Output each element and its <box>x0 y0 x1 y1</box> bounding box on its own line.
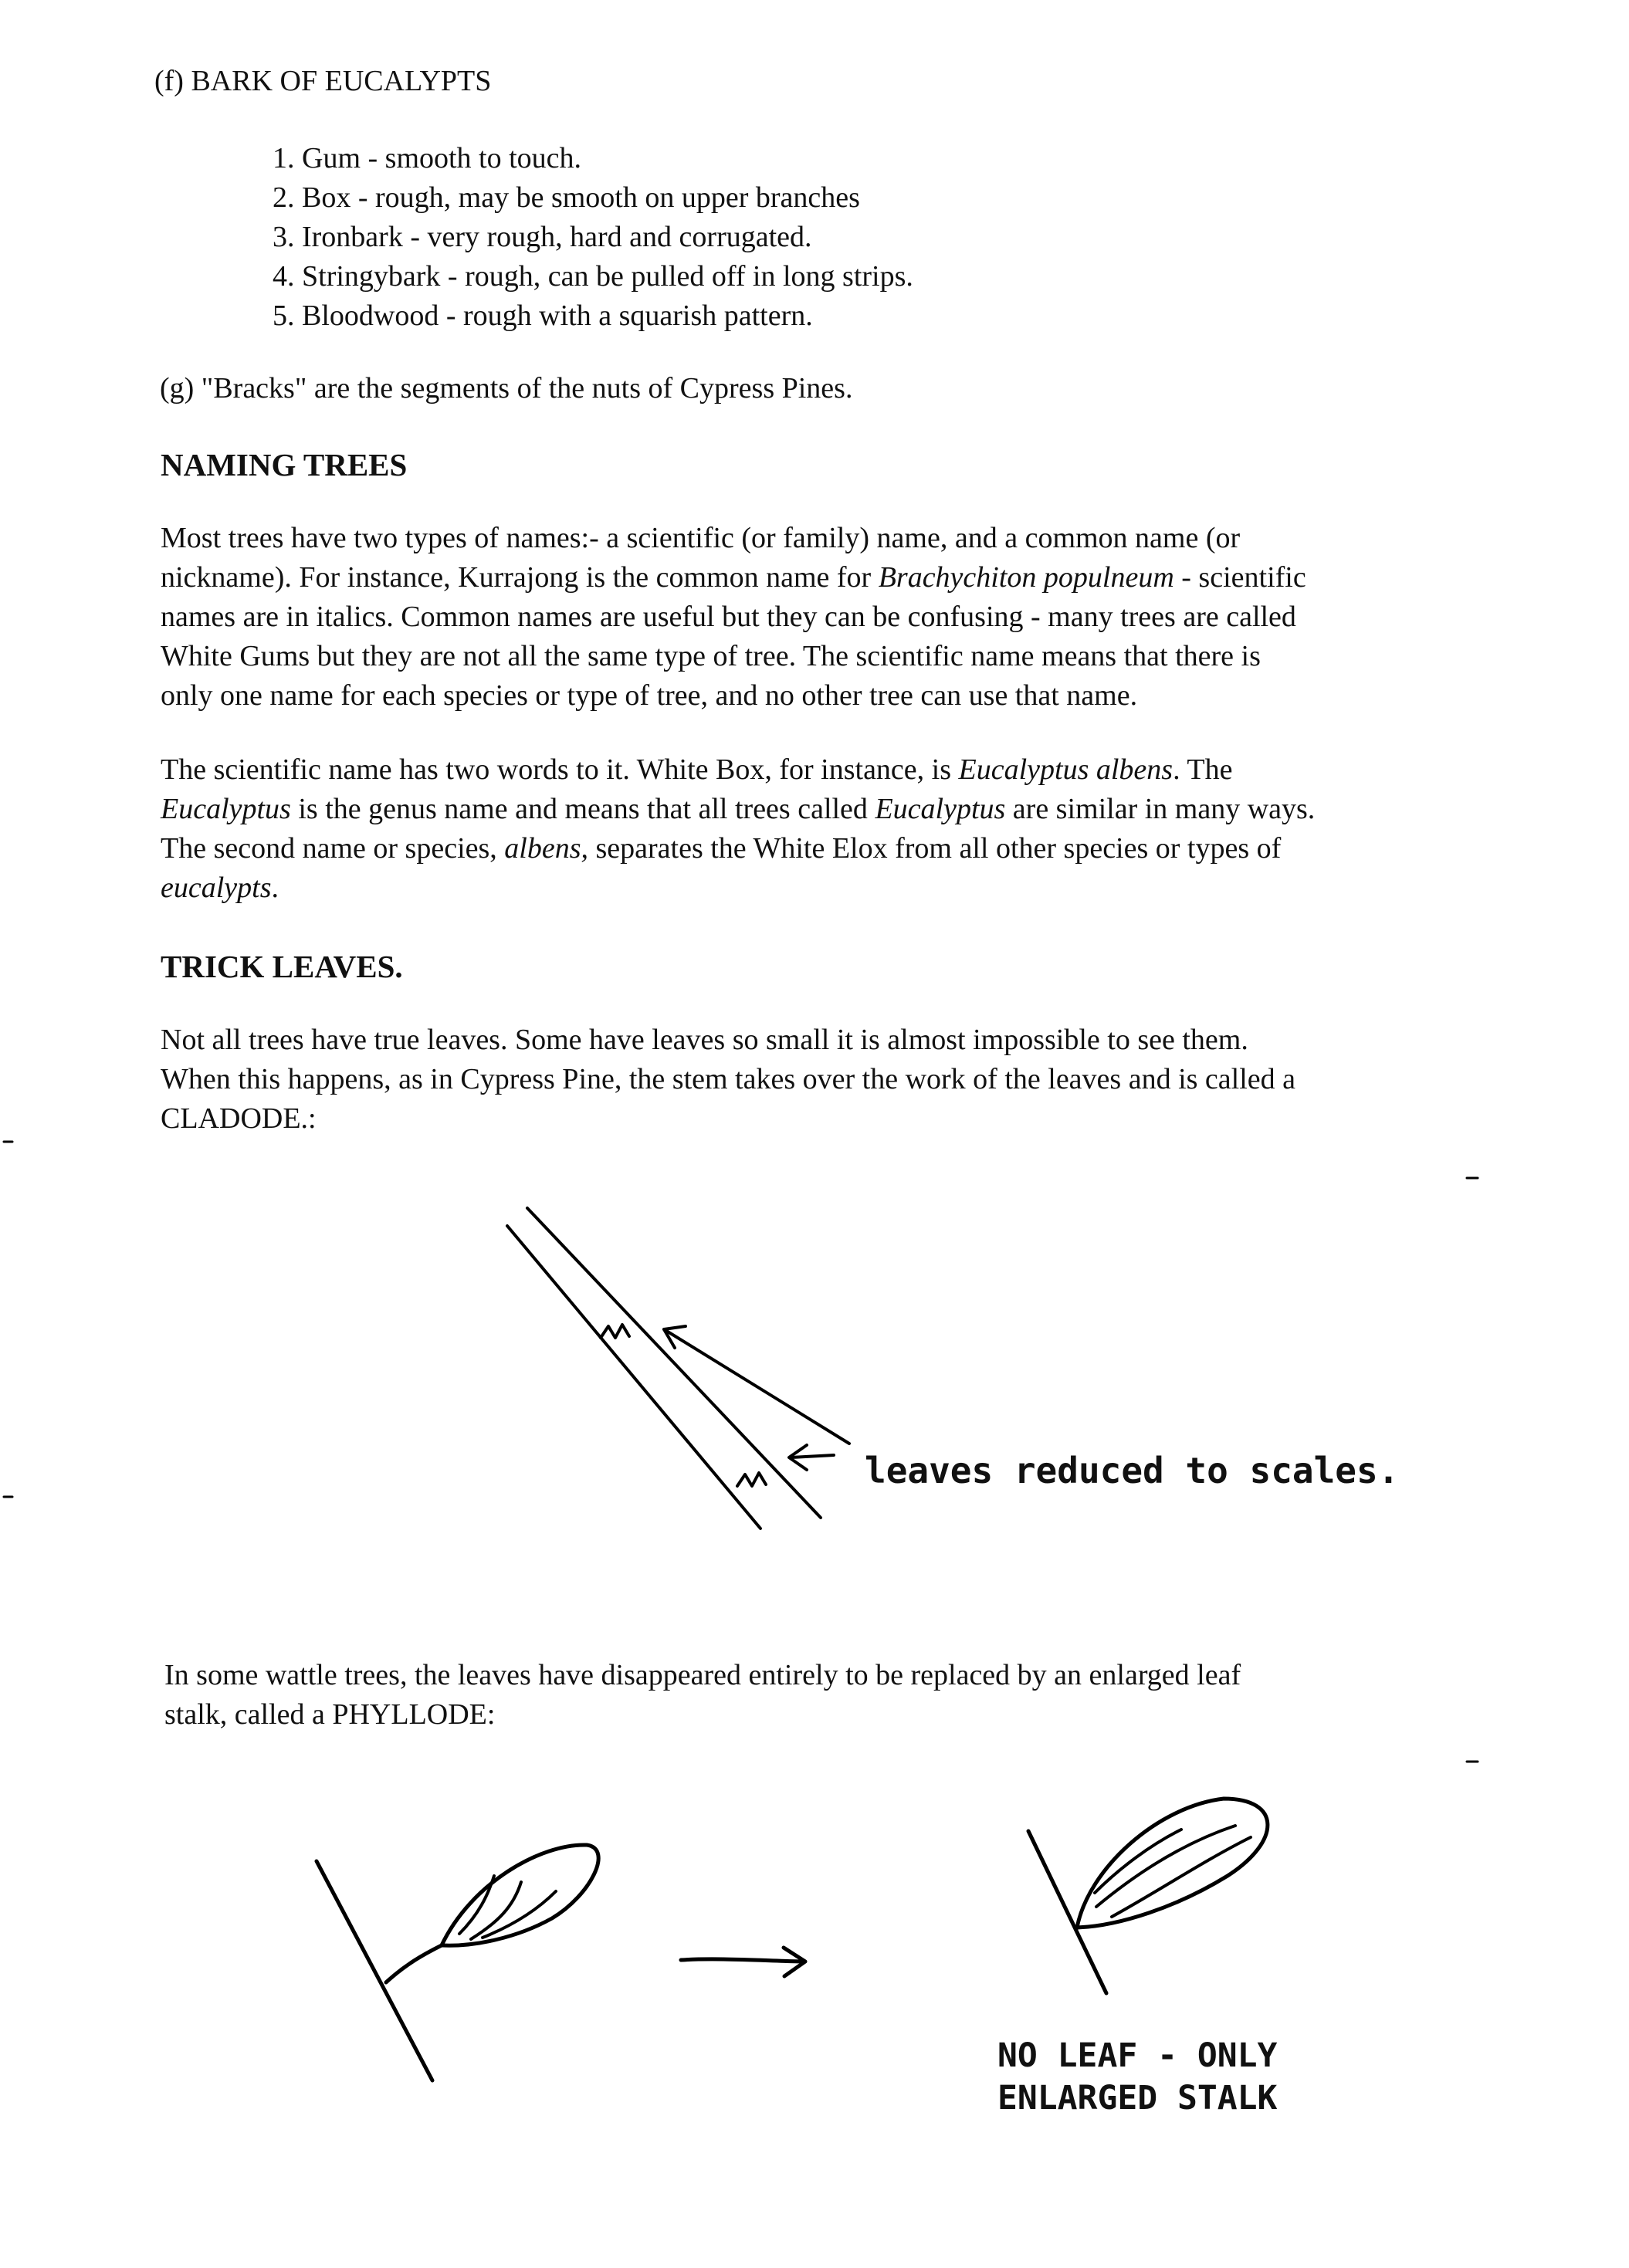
phyllode-label-line: NO LEAF - ONLY <box>997 2036 1278 2075</box>
list-item: 4. Stringybark - rough, can be pulled off in long strips. <box>273 260 913 293</box>
paragraph-line: CLADODE.: <box>161 1102 317 1135</box>
text-span: separates the White Elox from all other species or types of <box>588 832 1282 865</box>
cladode-stem-drawing <box>507 1208 821 1528</box>
paragraph-line: Not all trees have true leaves. Some have leaves so small it is almost impossible to see them. <box>161 1024 1248 1056</box>
text-span: nickname). For instance, Kurrajong is the common name for <box>161 561 879 594</box>
text-span: - scientific <box>1173 561 1306 594</box>
scientific-name: Eucalyptus albens <box>958 753 1173 786</box>
text-span: is the genus name and means that all trees called <box>290 793 875 825</box>
scientific-name: eucalypts <box>161 872 272 904</box>
paragraph-line: only one name for each species or type of tree, and no other tree can use that name. <box>161 679 1138 712</box>
paragraph-line: names are in italics. Common names are useful but they can be confusing - many trees are called <box>161 601 1296 633</box>
paragraph-line: White Gums but they are not all the same type of tree. The scientific name means that there is <box>161 640 1261 672</box>
paragraph-line: stalk, called a PHYLLODE: <box>164 1698 496 1731</box>
naming-trees-heading: NAMING TREES <box>161 447 408 482</box>
paragraph-line: Most trees have two types of names:- a scientific (or family) name, and a common name (or <box>161 522 1241 554</box>
scientific-name: Brachychiton populneum <box>878 561 1174 594</box>
trick-leaves-heading: TRICK LEAVES. <box>161 949 403 984</box>
paragraph-line: In some wattle trees, the leaves have disappeared entirely to be replaced by an enlarged leaf <box>164 1659 1241 1691</box>
bark-heading: (f) BARK OF EUCALYPTS <box>154 65 492 97</box>
list-item: 5. Bloodwood - rough with a squarish pattern. <box>273 300 813 332</box>
text-span: . <box>271 872 279 904</box>
cladode-label: leaves reduced to scales. <box>865 1450 1400 1491</box>
arrow-icon <box>789 1445 834 1470</box>
list-item: 3. Ironbark - very rough, hard and corrugated. <box>273 221 812 253</box>
arrow-icon <box>664 1326 849 1444</box>
scientific-name: Eucalyptus <box>161 793 291 825</box>
list-item: 1. Gum - smooth to touch. <box>273 142 582 174</box>
leaf-with-stalk-drawing <box>317 1845 598 2080</box>
text-span: . The <box>1173 753 1233 786</box>
text-span: The scientific name has two words to it. White Box, for instance, is <box>161 753 959 786</box>
phyllode-drawing <box>1028 1799 1268 1993</box>
scientific-name: albens, <box>504 832 588 865</box>
text-span: are similar in many ways. <box>1005 793 1316 825</box>
phyllode-label-line: ENLARGED STALK <box>997 2079 1278 2117</box>
list-item: 2. Box - rough, may be smooth on upper branches <box>273 181 860 214</box>
arrow-right-icon <box>681 1948 805 1976</box>
paragraph-line: When this happens, as in Cypress Pine, the stem takes over the work of the leaves and is called a <box>161 1063 1295 1095</box>
bracks-note: (g) "Bracks" are the segments of the nuts of Cypress Pines. <box>160 372 853 405</box>
scientific-name: Eucalyptus <box>875 793 1006 825</box>
text-span: The second name or species, <box>161 832 505 865</box>
scan-marks <box>4 1142 1478 1762</box>
